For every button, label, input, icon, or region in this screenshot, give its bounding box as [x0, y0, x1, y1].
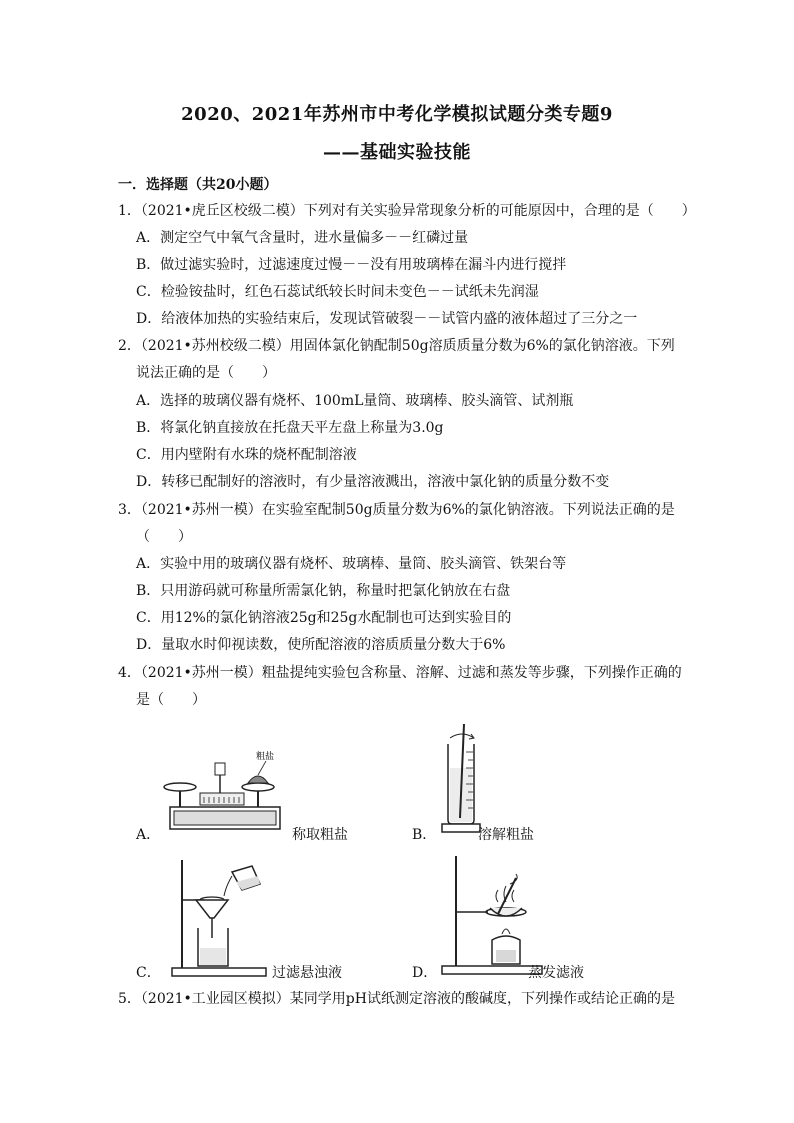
question-4-stem: 4．（2021•苏州一模）粗盐提纯实验包含称量、溶解、过滤和蒸发等步骤，下列操作正确的 — [118, 665, 682, 681]
question-3-option-d: D．量取水时仰视读数，使所配溶液的溶质质量分数大于6% — [136, 637, 506, 653]
figure-b-caption: 溶解粗盐 — [478, 827, 534, 843]
question-1-option-a: A．测定空气中氧气含量时，进水量偏多－－红磷过量 — [136, 230, 469, 246]
question-1-stem: 1．（2021•虎丘区校级二模）下列对有关实验异常现象分析的可能原因中，合理的是（ ） — [118, 203, 696, 219]
question-1-option-b: B．做过滤实验时，过滤速度过慢－－没有用玻璃棒在漏斗内进行搅拌 — [136, 257, 567, 273]
question-3-option-c: C．用12%的氯化钠溶液25g和25g水配制也可达到实验目的 — [136, 610, 512, 626]
figure-c-caption: 过滤悬浊液 — [272, 965, 342, 981]
question-2-option-c: C．用内壁附有水珠的烧杯配制溶液 — [136, 447, 357, 463]
evaporation-figure — [436, 854, 546, 978]
question-3-stem-cont: （ ） — [136, 529, 192, 545]
figure-a-letter: A． — [136, 827, 161, 843]
question-2-option-b: B．将氯化钠直接放在托盘天平左盘上称量为3.0g — [136, 420, 444, 436]
question-3-option-a: A．实验中用的玻璃仪器有烧杯、玻璃棒、量筒、胶头滴管、铁架台等 — [136, 556, 567, 572]
figure-c-letter: C． — [136, 965, 161, 981]
filtration-figure — [170, 856, 270, 980]
question-3-stem: 3．（2021•苏州一模）在实验室配制50g质量分数为6%的氯化钠溶液。下列说法正确的是 — [118, 502, 675, 518]
figure-b-letter: B． — [412, 827, 437, 843]
page-title: 2020、2021年苏州市中考化学模拟试题分类专题9 — [181, 104, 613, 125]
question-1-option-d: D．给液体加热的实验结束后，发现试管破裂－－试管内盛的液体超过了三分之一 — [136, 311, 638, 327]
figure-a-caption: 称取粗盐 — [292, 827, 348, 843]
page-subtitle: ——基础实验技能 — [323, 142, 471, 163]
question-5-stem: 5．（2021•工业园区模拟）某同学用pH试纸测定溶液的酸碱度，下列操作或结论正确的是 — [118, 991, 675, 1007]
question-3-option-b: B．只用游码就可称量所需氯化钠，称量时把氯化钠放在右盘 — [136, 583, 511, 599]
question-2-option-a: A．选择的玻璃仪器有烧杯、100mL量筒、玻璃棒、胶头滴管、试剂瓶 — [136, 393, 574, 409]
question-2-stem: 2．（2021•苏州校级二模）用固体氯化钠配制50g溶质质量分数为6%的氯化钠溶液。下列 — [118, 338, 675, 354]
figure-d-caption: 蒸发滤液 — [528, 965, 584, 981]
section-heading: 一．选择题（共20小题） — [118, 177, 278, 193]
question-2-stem-cont: 说法正确的是（ ） — [136, 365, 276, 381]
question-2-option-d: D．转移已配制好的溶液时，有少量溶液溅出，溶液中氯化钠的质量分数不变 — [136, 474, 610, 490]
figure-a-tag: 粗盐 — [256, 752, 275, 762]
question-1-option-c: C．检验铵盐时，红色石蕊试纸较长时间未变色－－试纸未先润湿 — [136, 284, 539, 300]
question-4-stem-cont: 是（ ） — [136, 692, 206, 708]
balance-figure — [160, 745, 290, 840]
figure-d-letter: D． — [412, 965, 438, 981]
